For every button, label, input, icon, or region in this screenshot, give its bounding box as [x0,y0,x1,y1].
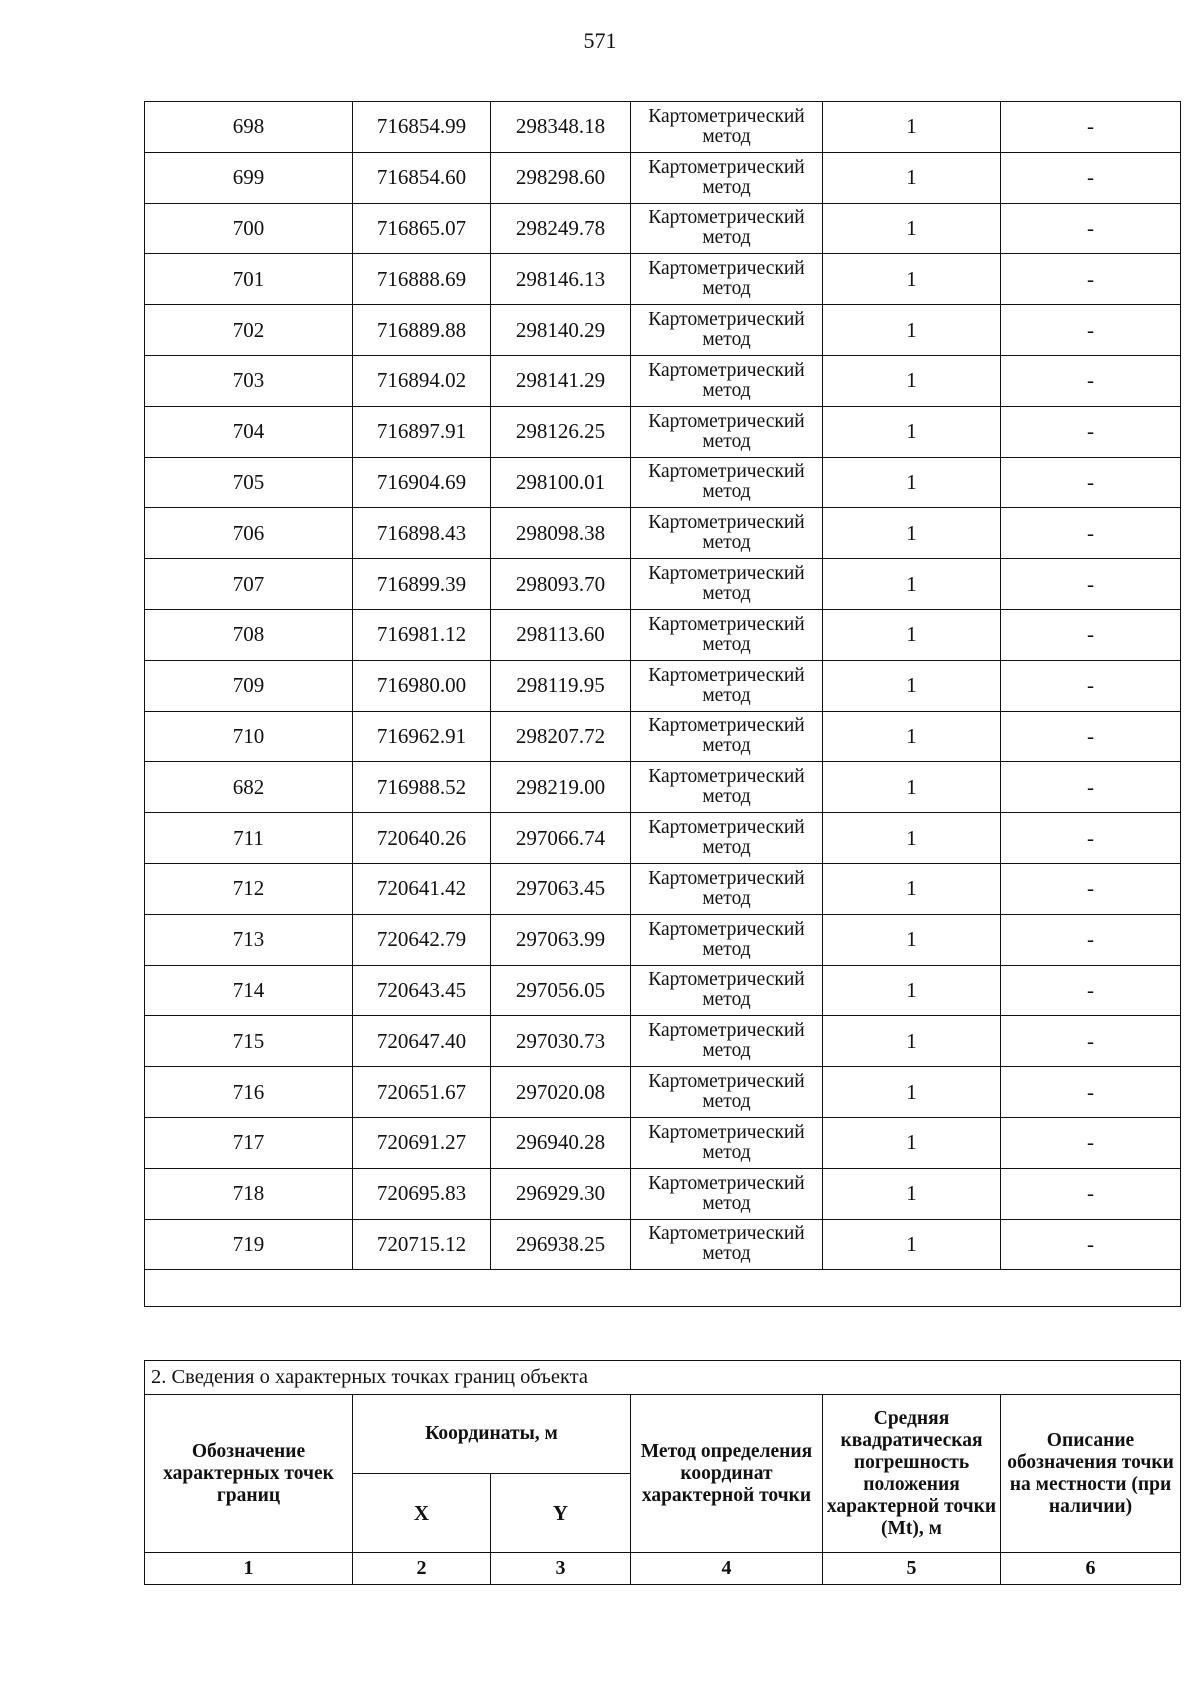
cell-mean-error: 1 [823,813,1001,864]
cell-mean-error: 1 [823,102,1001,153]
cell-x: 716854.99 [353,102,491,153]
cell-y: 297066.74 [491,813,631,864]
coordinates-table-body [145,102,1181,1307]
cell-x: 720651.67 [353,1067,491,1118]
cell-y: 298249.78 [491,203,631,254]
cell-method: Картометрический метод [631,1067,823,1118]
cell-description: - [1001,1219,1181,1270]
cell-y: 297063.99 [491,914,631,965]
cell-mean-error: 1 [823,711,1001,762]
table-row [145,1219,1181,1270]
cell-method: Картометрический метод [631,508,823,559]
cell-mean-error: 1 [823,559,1001,610]
cell-y: 298119.95 [491,660,631,711]
cell-mean-error: 1 [823,1168,1001,1219]
cell-x: 716904.69 [353,457,491,508]
cell-point: 716 [145,1067,353,1118]
cell-mean-error: 1 [823,203,1001,254]
cell-description: - [1001,559,1181,610]
cell-description: - [1001,152,1181,203]
cell-x: 720647.40 [353,1016,491,1067]
cell-y: 298113.60 [491,609,631,660]
table-row [145,254,1181,305]
cell-x: 720715.12 [353,1219,491,1270]
cell-point: 714 [145,965,353,1016]
cell-point: 711 [145,813,353,864]
cell-x: 720642.79 [353,914,491,965]
cell-y: 298140.29 [491,305,631,356]
cell-x: 720643.45 [353,965,491,1016]
cell-y: 298207.72 [491,711,631,762]
cell-method: Картометрический метод [631,203,823,254]
cell-point: 682 [145,762,353,813]
header-y: Y [491,1474,631,1553]
table-row [145,813,1181,864]
cell-y: 298141.29 [491,355,631,406]
cell-point: 717 [145,1117,353,1168]
cell-description: - [1001,1067,1181,1118]
cell-mean-error: 1 [823,305,1001,356]
cell-method: Картометрический метод [631,406,823,457]
cell-point: 706 [145,508,353,559]
cell-point: 713 [145,914,353,965]
cell-method: Картометрический метод [631,559,823,610]
table-row [145,1168,1181,1219]
cell-x: 716889.88 [353,305,491,356]
cell-mean-error: 1 [823,914,1001,965]
cell-method: Картометрический метод [631,102,823,153]
cell-point: 700 [145,203,353,254]
cell-description: - [1001,305,1181,356]
cell-point: 698 [145,102,353,153]
cell-mean-error: 1 [823,762,1001,813]
cell-description: - [1001,508,1181,559]
cell-mean-error: 1 [823,965,1001,1016]
table-row [145,457,1181,508]
cell-description: - [1001,1117,1181,1168]
cell-x: 716888.69 [353,254,491,305]
cell-y: 296929.30 [491,1168,631,1219]
cell-point: 719 [145,1219,353,1270]
cell-point: 709 [145,660,353,711]
column-number-5: 5 [823,1553,1001,1585]
header-mean-error: Средняя квадратическая погрешность положения характерной точки (Mt), м [823,1395,1001,1553]
empty-cell [145,1270,1181,1307]
cell-x: 720640.26 [353,813,491,864]
cell-x: 716854.60 [353,152,491,203]
cell-point: 704 [145,406,353,457]
cell-y: 298093.70 [491,559,631,610]
cell-description: - [1001,813,1181,864]
cell-description: - [1001,711,1181,762]
header-coordinates: Координаты, м [353,1395,631,1474]
column-number-3: 3 [491,1553,631,1585]
cell-y: 298098.38 [491,508,631,559]
cell-description: - [1001,406,1181,457]
column-number-6: 6 [1001,1553,1181,1585]
cell-mean-error: 1 [823,355,1001,406]
cell-point: 710 [145,711,353,762]
page-number: 571 [583,28,617,53]
cell-method: Картометрический метод [631,1219,823,1270]
cell-description: - [1001,609,1181,660]
cell-y: 298100.01 [491,457,631,508]
coordinates-table [144,101,1181,1307]
cell-method: Картометрический метод [631,1168,823,1219]
cell-x: 716988.52 [353,762,491,813]
table-row [145,762,1181,813]
cell-method: Картометрический метод [631,711,823,762]
cell-description: - [1001,355,1181,406]
cell-description: - [1001,457,1181,508]
column-number-4: 4 [631,1553,823,1585]
cell-x: 720691.27 [353,1117,491,1168]
cell-mean-error: 1 [823,660,1001,711]
cell-y: 298146.13 [491,254,631,305]
cell-point: 712 [145,863,353,914]
cell-mean-error: 1 [823,406,1001,457]
table-row [145,711,1181,762]
cell-method: Картометрический метод [631,609,823,660]
section-2-title: 2. Сведения о характерных точках границ объекта [145,1361,1181,1395]
cell-method: Картометрический метод [631,305,823,356]
column-number-1: 1 [145,1553,353,1585]
section-2-table [144,1360,1181,1585]
cell-method: Картометрический метод [631,1117,823,1168]
cell-description: - [1001,660,1181,711]
cell-method: Картометрический метод [631,965,823,1016]
cell-mean-error: 1 [823,1016,1001,1067]
column-number-2: 2 [353,1553,491,1585]
cell-y: 297063.45 [491,863,631,914]
cell-point: 715 [145,1016,353,1067]
table-row [145,406,1181,457]
cell-mean-error: 1 [823,863,1001,914]
cell-method: Картометрический метод [631,660,823,711]
cell-y: 297030.73 [491,1016,631,1067]
cell-mean-error: 1 [823,254,1001,305]
cell-description: - [1001,1168,1181,1219]
table-row [145,965,1181,1016]
table-row [145,863,1181,914]
table-row [145,559,1181,610]
cell-method: Картометрический метод [631,762,823,813]
cell-mean-error: 1 [823,457,1001,508]
cell-y: 298219.00 [491,762,631,813]
cell-y: 297020.08 [491,1067,631,1118]
cell-description: - [1001,965,1181,1016]
header-method: Метод определения координат характерной точки [631,1395,823,1553]
cell-method: Картометрический метод [631,1016,823,1067]
cell-x: 716981.12 [353,609,491,660]
cell-description: - [1001,1016,1181,1067]
cell-point: 718 [145,1168,353,1219]
cell-point: 705 [145,457,353,508]
cell-method: Картометрический метод [631,863,823,914]
table-row [145,609,1181,660]
cell-description: - [1001,254,1181,305]
cell-point: 703 [145,355,353,406]
cell-y: 296938.25 [491,1219,631,1270]
table-row [145,305,1181,356]
table-row [145,508,1181,559]
cell-x: 720641.42 [353,863,491,914]
cell-method: Картометрический метод [631,254,823,305]
cell-description: - [1001,863,1181,914]
cell-mean-error: 1 [823,508,1001,559]
cell-x: 716897.91 [353,406,491,457]
cell-description: - [1001,762,1181,813]
cell-x: 716865.07 [353,203,491,254]
cell-point: 707 [145,559,353,610]
cell-y: 298126.25 [491,406,631,457]
cell-mean-error: 1 [823,152,1001,203]
cell-x: 716980.00 [353,660,491,711]
cell-method: Картометрический метод [631,152,823,203]
cell-method: Картометрический метод [631,813,823,864]
header-x: X [353,1474,491,1553]
table-row [145,203,1181,254]
cell-description: - [1001,914,1181,965]
cell-point: 701 [145,254,353,305]
header-point-designation: Обозначение характерных точек границ [145,1395,353,1553]
header-description: Описание обозначения точки на местности (при наличии) [1001,1395,1181,1553]
table-row [145,1067,1181,1118]
table-row [145,355,1181,406]
cell-x: 716899.39 [353,559,491,610]
cell-x: 720695.83 [353,1168,491,1219]
cell-x: 716894.02 [353,355,491,406]
table-row [145,660,1181,711]
cell-y: 298298.60 [491,152,631,203]
cell-y: 298348.18 [491,102,631,153]
cell-method: Картометрический метод [631,457,823,508]
table-row [145,1117,1181,1168]
cell-point: 699 [145,152,353,203]
cell-description: - [1001,102,1181,153]
cell-mean-error: 1 [823,609,1001,660]
cell-point: 702 [145,305,353,356]
empty-row [145,1270,1181,1307]
cell-method: Картометрический метод [631,914,823,965]
table-row [145,102,1181,153]
cell-y: 296940.28 [491,1117,631,1168]
cell-mean-error: 1 [823,1067,1001,1118]
table-row [145,914,1181,965]
cell-method: Картометрический метод [631,355,823,406]
table-row [145,1016,1181,1067]
cell-point: 708 [145,609,353,660]
cell-x: 716898.43 [353,508,491,559]
cell-mean-error: 1 [823,1117,1001,1168]
cell-description: - [1001,203,1181,254]
cell-mean-error: 1 [823,1219,1001,1270]
table-row [145,152,1181,203]
cell-x: 716962.91 [353,711,491,762]
cell-y: 297056.05 [491,965,631,1016]
